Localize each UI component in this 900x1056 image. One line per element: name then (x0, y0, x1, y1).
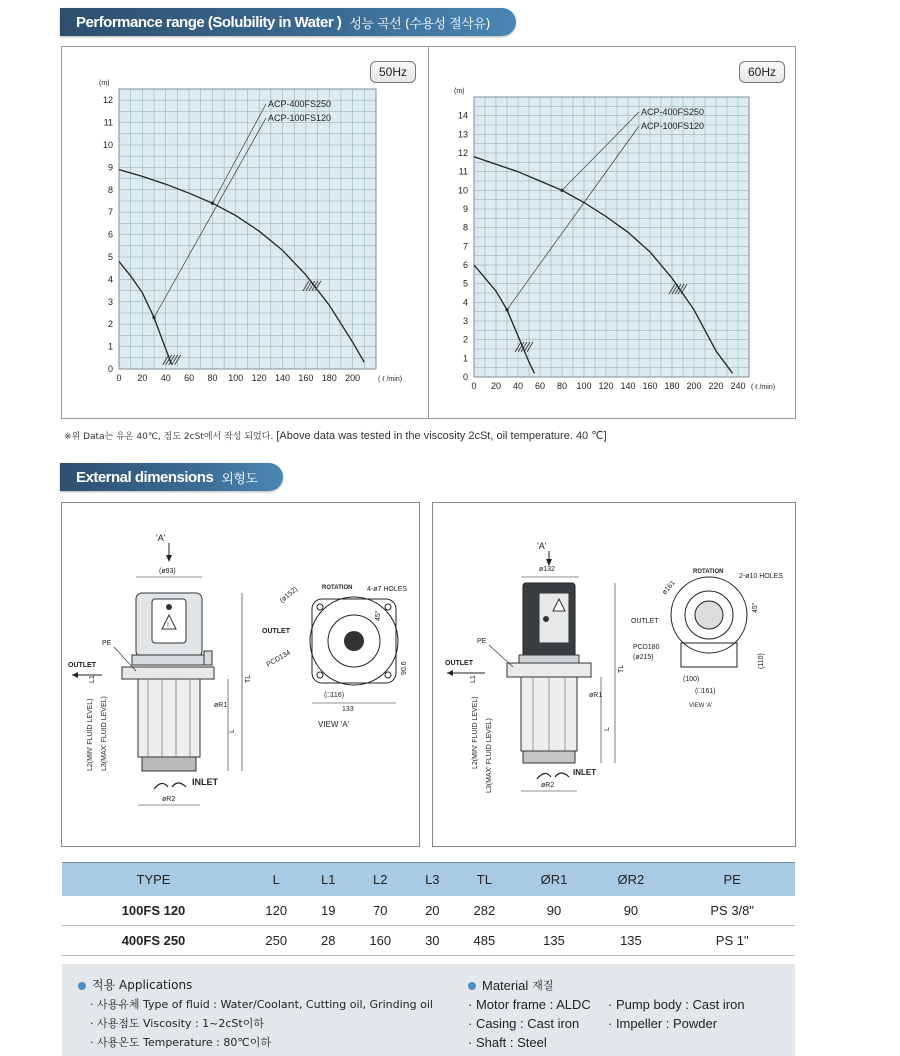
test-note-en: [Above data was tested in the viscosity 2cSt, oil temperature. 40 ℃] (276, 430, 607, 442)
x-tick-label: 100 (576, 381, 592, 391)
cell-pe: PS 1" (669, 926, 795, 956)
performance-section-title (60, 8, 516, 36)
d906-label: 90.6 (401, 661, 408, 675)
l3-label-right: L3(MAX' FLUID LEVEL) (486, 718, 493, 793)
d116-label: (□116) (324, 692, 345, 699)
y-tick-label: 0 (462, 372, 468, 382)
badge-50hz (370, 61, 416, 83)
y-tick-label: 10 (102, 140, 113, 150)
y-tick-label: 4 (107, 274, 113, 285)
x-tick-label: 40 (512, 381, 524, 391)
x-tick-label: 180 (664, 381, 680, 391)
d133-label: 133 (342, 706, 354, 713)
y-tick-label: 13 (457, 129, 468, 140)
x-tick-label: 140 (620, 381, 636, 391)
view-a-label-right: 'A' (537, 541, 547, 551)
y-tick-label: 8 (107, 184, 113, 195)
y-tick-label: 1 (107, 341, 113, 352)
x-unit-label: ( ℓ /min) (378, 376, 403, 383)
view-outlet-label-right: OUTLET (631, 618, 659, 625)
y-tick-label: 3 (107, 296, 113, 307)
legend-leader-dot (152, 316, 155, 319)
x-tick-label: 120 (251, 373, 267, 383)
pump-column (138, 679, 200, 757)
y-tick-label: 6 (107, 229, 113, 240)
x-tick-label: 60 (184, 373, 195, 383)
material-column (468, 976, 745, 1052)
d152-label: (ø152) (278, 585, 300, 605)
r1-label: øR1 (214, 702, 228, 709)
y-unit-label: (m) (454, 88, 465, 95)
x-tick-label: 0 (116, 373, 122, 383)
x-tick-label: 160 (298, 373, 314, 383)
badge-50hz-label: 50Hz (379, 65, 408, 79)
y-tick-label: 9 (107, 162, 113, 173)
x-tick-label: 60 (534, 381, 546, 391)
legend-leader-dot (211, 202, 214, 205)
x-unit-label: ( ℓ /min) (751, 384, 776, 391)
th-l1: L1 (307, 863, 349, 896)
y-tick-label: 0 (107, 364, 113, 374)
performance-title-kr: 성능 곡선 (수용성 절삭유) (349, 16, 490, 32)
legend-label: ACP-400FS250 (268, 99, 332, 109)
d100-label: (100) (683, 676, 700, 683)
x-tick-label: 140 (275, 373, 291, 383)
x-tick-label: 100 (228, 373, 244, 383)
cell-l3: 20 (412, 896, 454, 926)
list-item: · Impeller : Powder (608, 1016, 718, 1031)
drawing-400fs250-box (432, 502, 796, 847)
outlet-label: OUTLET (68, 662, 96, 669)
y-tick-label: 5 (462, 278, 468, 289)
y-tick-label: 12 (457, 148, 468, 158)
x-tick-label: 80 (556, 381, 568, 391)
cell-l1: 19 (307, 896, 349, 926)
chart-60hz (429, 47, 795, 418)
l3-label: L3(MAX' FLUID LEVEL) (101, 696, 108, 771)
x-tick-label: 220 (708, 381, 724, 391)
badge-60hz-label: 60Hz (748, 65, 777, 79)
l1-label-right: L1 (470, 675, 477, 683)
cell-r1: 90 (516, 896, 593, 926)
list-item: · 사용점도 Viscosity : 1~2cSt이하 (90, 1017, 264, 1030)
tl-label: TL (245, 674, 252, 683)
svg-text:!: ! (167, 622, 169, 629)
list-item: · Pump body : Cast iron (608, 997, 745, 1012)
x-tick-label: 240 (730, 381, 746, 391)
material-title: Material (482, 978, 529, 993)
pe-label-right: PE (477, 638, 487, 645)
cell-type: 400FS 250 (62, 926, 245, 956)
y-tick-label: 7 (107, 207, 113, 218)
list-item: · 사용온도 Temperature : 80℃이하 (90, 1036, 271, 1049)
pcd-label-right: PCD180 (633, 644, 660, 651)
th-l3: L3 (412, 863, 454, 896)
y-unit-label: (m) (99, 80, 110, 87)
table-row (62, 896, 795, 926)
y-tick-label: 1 (462, 353, 468, 364)
d215-label: (ø215) (633, 654, 654, 661)
inlet-label: INLET (192, 777, 218, 787)
y-tick-label: 2 (462, 334, 468, 345)
r2-label-right: øR2 (541, 782, 555, 789)
cell-l2: 70 (349, 896, 411, 926)
l2-label: L2(MIN' FLUID LEVEL) (87, 698, 94, 771)
test-note-kr: ※위 Data는 유온 40℃, 점도 2cSt에서 작성 되었다. (64, 432, 274, 442)
chart-50hz (62, 47, 428, 418)
cell-l3: 30 (412, 926, 454, 956)
bullet-icon (78, 982, 86, 990)
list-item: · Shaft : Steel (468, 1035, 547, 1050)
x-tick-label: 40 (160, 373, 171, 383)
applications-column (78, 976, 433, 1052)
cell-l: 250 (245, 926, 307, 956)
cell-type: 100FS 120 (62, 896, 245, 926)
bullet-icon (468, 982, 476, 990)
x-tick-label: 200 (345, 373, 361, 383)
holes-label-right: 2-ø10 HOLES (739, 573, 783, 580)
th-r2: ØR2 (592, 863, 669, 896)
applications-title: 적용 Applications (92, 978, 193, 992)
cell-r1: 135 (516, 926, 593, 956)
view-a-label: 'A' (156, 533, 166, 543)
table-header-row (62, 863, 795, 896)
strainer-right (523, 751, 575, 763)
legend-label: ACP-100FS120 (641, 121, 705, 131)
material-heading (468, 976, 745, 995)
cell-pe: PS 3/8" (669, 896, 795, 926)
outlet-label-right: OUTLET (445, 660, 473, 667)
th-r1: ØR1 (516, 863, 593, 896)
dimensions-title-en: External dimensions (76, 468, 214, 486)
list-item: · Motor frame : ALDC (468, 997, 591, 1012)
legend-leader-dot (505, 308, 508, 311)
cell-l: 120 (245, 896, 307, 926)
y-tick-label: 4 (462, 297, 468, 308)
y-tick-label: 6 (462, 260, 468, 270)
inlet-label-right: INLET (573, 768, 597, 777)
cell-r2: 135 (592, 926, 669, 956)
list-item: · 사용유체 Type of fluid : Water/Coolant, Cutting oil, Grinding oil (90, 998, 433, 1011)
drawing-100fs120 (62, 503, 419, 846)
list-item: · Casing : Cast iron (468, 1016, 580, 1031)
x-tick-label: 20 (137, 373, 148, 383)
drawing-400fs250 (433, 503, 795, 846)
l1-label: L1 (89, 675, 96, 683)
th-l: L (245, 863, 307, 896)
view-outlet-label: OUTLET (262, 628, 290, 635)
table-row (62, 926, 795, 956)
y-tick-label: 8 (462, 222, 468, 233)
dimensions-title-kr: 외형도 (221, 471, 258, 487)
y-tick-label: 10 (457, 185, 468, 196)
applications-panel (62, 964, 795, 1056)
x-tick-label: 160 (642, 381, 658, 391)
y-tick-label: 14 (457, 110, 468, 121)
legend-label: ACP-100FS120 (268, 113, 332, 123)
rotation-label: ROTATION (322, 585, 353, 591)
angle-label-right: 45° (752, 602, 759, 613)
y-tick-label: 9 (462, 204, 468, 214)
test-note (64, 429, 607, 442)
th-pe: PE (669, 863, 795, 896)
x-tick-label: 200 (686, 381, 702, 391)
cell-l1: 28 (307, 926, 349, 956)
badge-60hz (739, 61, 785, 83)
cell-tl: 282 (453, 896, 515, 926)
l-label-right: L (604, 727, 611, 731)
d161b-label: (□161) (695, 688, 716, 695)
material-title-kr: 재질 (532, 979, 554, 992)
cell-tl: 485 (453, 926, 515, 956)
r2-label: øR2 (162, 796, 176, 803)
drawing-100fs120-box (61, 502, 420, 847)
x-tick-label: 120 (598, 381, 614, 391)
top-dim-right: ø132 (539, 566, 555, 573)
th-tl: TL (453, 863, 515, 896)
y-tick-label: 5 (107, 252, 113, 262)
dimensions-section-title (60, 463, 283, 491)
x-tick-label: 180 (321, 373, 337, 383)
tl-label-right: TL (618, 664, 625, 673)
y-tick-label: 11 (103, 117, 113, 128)
l2-label-right: L2(MIN' FLUID LEVEL) (472, 696, 479, 769)
cell-l2: 160 (349, 926, 411, 956)
legend-leader-dot (560, 189, 563, 192)
y-tick-label: 7 (462, 241, 468, 252)
x-tick-label: 80 (207, 373, 218, 383)
l-label: L (229, 729, 236, 733)
view-a-caption-right: VIEW 'A' (689, 703, 713, 709)
legend-label: ACP-400FS250 (641, 107, 705, 117)
rotation-label-right: ROTATION (693, 569, 724, 575)
applications-heading (78, 976, 433, 995)
spec-table (62, 862, 795, 956)
cell-r2: 90 (592, 896, 669, 926)
performance-title-en: Performance range (Solubility in Water ) (76, 13, 342, 31)
holes-label: 4-ø7 HOLES (367, 586, 408, 593)
top-dim: (ø93) (159, 568, 176, 575)
x-tick-label: 0 (471, 381, 477, 391)
y-tick-label: 2 (107, 319, 113, 330)
d161-label: ø161 (661, 579, 677, 597)
y-tick-label: 3 (462, 316, 468, 326)
view-a-caption: VIEW 'A' (318, 720, 350, 729)
pe-label: PE (102, 640, 112, 647)
angle-label: 45° (375, 610, 382, 621)
y-tick-label: 11 (458, 166, 468, 177)
th-type: TYPE (62, 863, 245, 896)
x-tick-label: 20 (490, 381, 502, 391)
d110-label: (110) (758, 653, 765, 669)
r1-label-right: øR1 (589, 692, 603, 699)
strainer (142, 757, 196, 771)
y-tick-label: 12 (102, 95, 113, 106)
pcd-label: PCD134 (265, 649, 292, 669)
th-l2: L2 (349, 863, 411, 896)
